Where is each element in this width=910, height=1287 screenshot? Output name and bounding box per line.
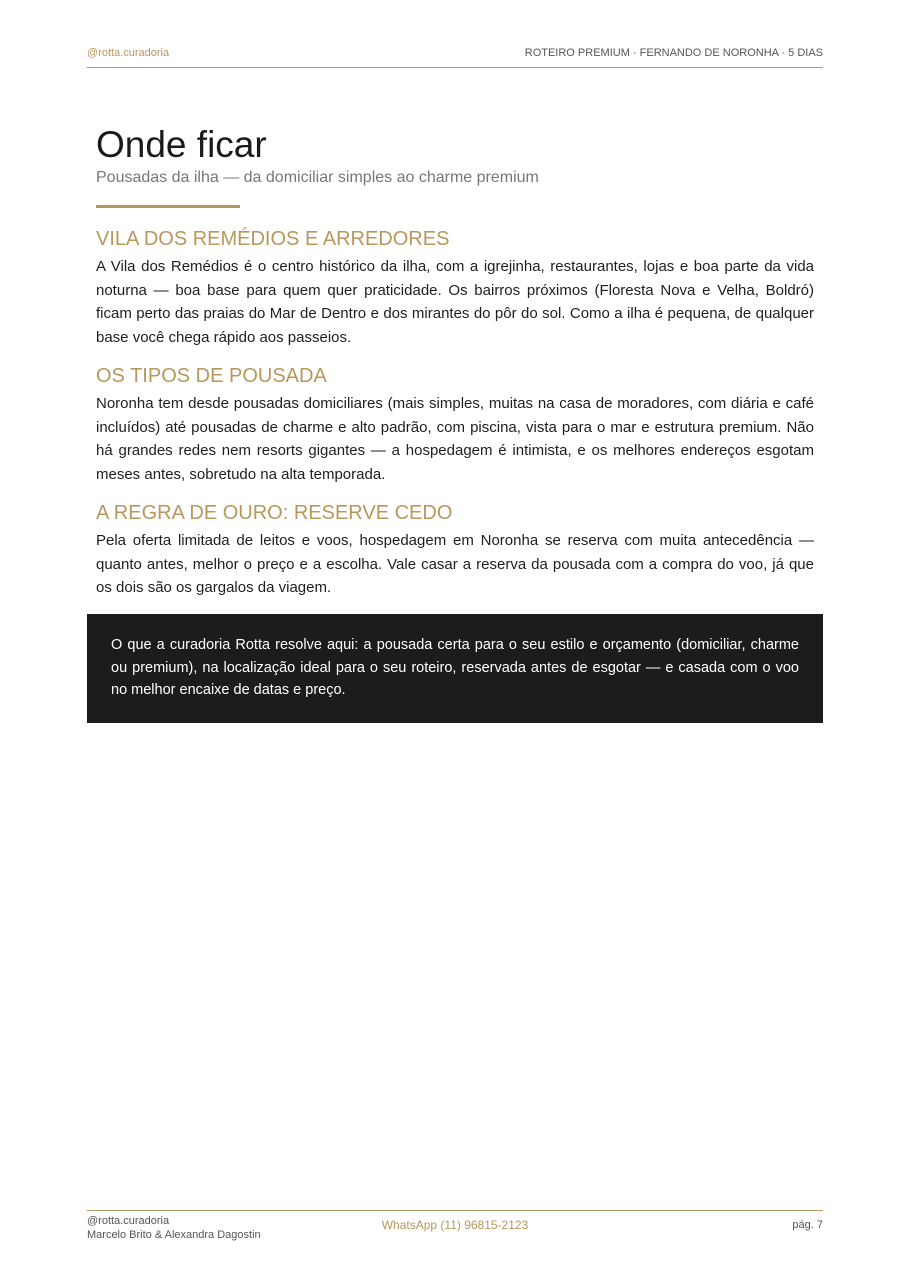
section-body-vila-dos-remedios: A Vila dos Remédios é o centro histórico da ilha, com a igrejinha, restaurantes, lojas e boa parte da vida noturna — boa base para quem quer praticidade. Os bairros próximos (Floresta Nova e Velha, Boldró) ficam perto das praias do Mar de Dentro e dos mirantes do pôr do sol. Como a ilha é pequena, de qualquer base você chega rápido aos passeios. <box>96 258 814 346</box>
footer-handle: @rotta.curadoria <box>87 1215 170 1227</box>
page-title: Onde ficar <box>96 124 267 165</box>
page-subtitle: Pousadas da ilha — da domiciliar simples ao charme premium <box>96 169 539 186</box>
section-body-regra-de-ouro: Pela oferta limitada de leitos e voos, hospedagem em Noronha se reserva com muita antecedência — quanto antes, melhor o preço e a escolha. Vale casar a reserva da pousada com a compra do voo, já que os dois são os gargalos da viagem. <box>96 532 814 596</box>
page-footer <box>87 1210 823 1245</box>
section-body-tipos-de-pousada: Noronha tem desde pousadas domiciliares (mais simples, muitas na casa de moradores, com diária e café incluídos) até pousadas de charme e alto padrão, com piscina, vista para o mar e estrutura premium. Não há grandes redes nem resorts gigantes — a hospedagem é intimista, e os melhores endereços esgotam meses antes, sobretudo na alta temporada. <box>96 395 814 483</box>
section-heading-vila-dos-remedios: VILA DOS REMÉDIOS E ARREDORES <box>96 228 450 250</box>
main-content <box>96 124 814 600</box>
header-document-title: ROTEIRO PREMIUM · FERNANDO DE NORONHA · 5 DIAS <box>524 47 823 59</box>
page-header <box>87 46 823 68</box>
title-divider <box>96 205 240 208</box>
section-heading-regra-de-ouro: A REGRA DE OURO: RESERVE CEDO <box>96 502 453 524</box>
section-heading-tipos-de-pousada: OS TIPOS DE POUSADA <box>96 365 327 387</box>
callout-text: O que a curadoria Rotta resolve aqui: a pousada certa para o seu estilo e orçamento (domiciliar, charme ou premium), na localização ideal para o seu roteiro, reservada antes de esgotar — e casada com o voo no melhor encaixe de datas e preço. <box>111 637 799 698</box>
footer-authors: Marcelo Brito & Alexandra Dagostin <box>87 1229 261 1241</box>
footer-page-number: pág. 7 <box>792 1219 823 1231</box>
curadoria-callout-box <box>87 614 823 723</box>
header-handle: @rotta.curadoria <box>87 47 170 59</box>
footer-whatsapp-contact: WhatsApp (11) 96815-2123 <box>381 1218 529 1232</box>
